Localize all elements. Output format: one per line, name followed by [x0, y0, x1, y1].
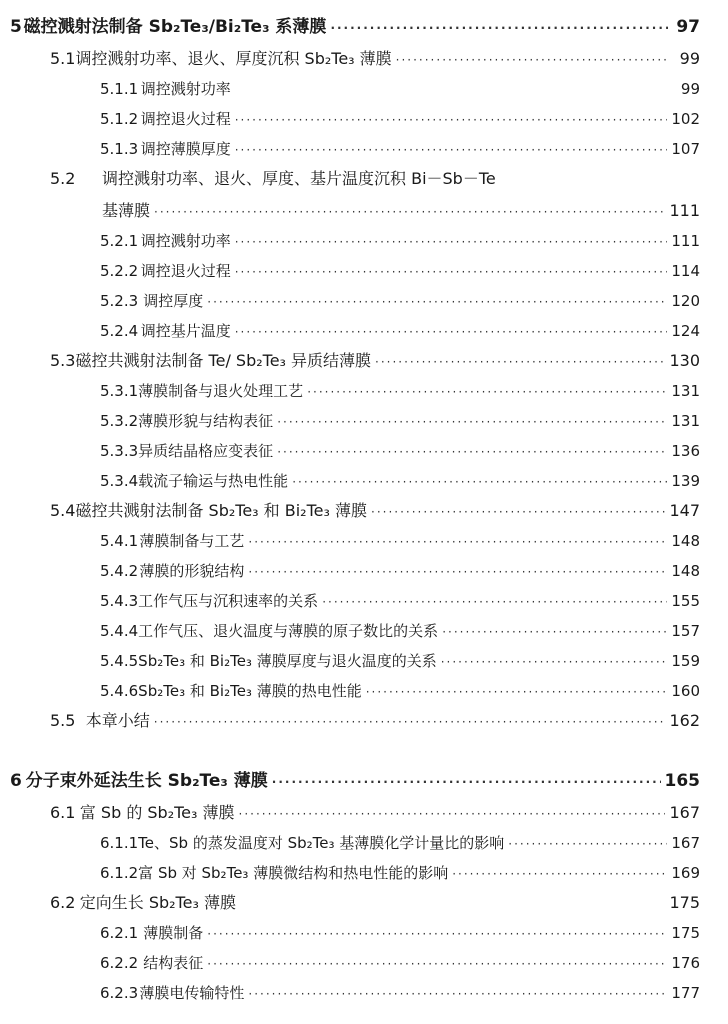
entry-number: 5.4: [50, 501, 76, 520]
dot-leader: [277, 439, 667, 465]
entry-number: 5.4.4: [100, 622, 139, 640]
dot-leader: [441, 649, 668, 675]
dot-leader: [330, 15, 668, 41]
entry-page: 147: [669, 501, 700, 520]
dot-leader: [154, 199, 665, 225]
entry-page: 111: [669, 201, 700, 220]
toc-entry-5-3-1[interactable]: [100, 378, 700, 404]
toc-entry-6-2-2[interactable]: [100, 950, 700, 976]
entry-number: 5.4.5: [100, 652, 139, 670]
dot-leader: [154, 709, 666, 735]
toc-entry-5-4[interactable]: [50, 498, 700, 524]
entry-page: 120: [671, 292, 700, 310]
toc-entry-5-2-2[interactable]: [100, 258, 700, 284]
dot-leader: [248, 981, 667, 1007]
toc-entry-5-2-1[interactable]: [100, 228, 700, 254]
entry-number: 5.5: [50, 711, 76, 730]
toc-entry-chapter-6[interactable]: [10, 768, 700, 794]
entry-page: 99: [679, 49, 700, 68]
dot-leader: [375, 349, 665, 375]
entry-page: 136: [671, 442, 700, 460]
toc-entry-5-2-4[interactable]: [100, 318, 700, 344]
toc-entry-5-4-4[interactable]: [100, 618, 700, 644]
entry-title: 载流子输运与热电性能: [138, 472, 289, 490]
entry-page: 167: [671, 834, 700, 852]
toc-entry-5-4-1[interactable]: [100, 528, 700, 554]
toc-entry-5-1-1[interactable]: [100, 76, 700, 102]
toc-entry-6-1[interactable]: [50, 800, 700, 826]
entry-page: 175: [669, 893, 700, 912]
dot-leader: [366, 679, 668, 705]
toc-entry-5-3-4[interactable]: [100, 468, 700, 494]
entry-number: 5.3.1: [100, 382, 139, 400]
entry-number: 5.2.1: [100, 232, 139, 250]
entry-number: 5.4.6: [100, 682, 139, 700]
entry-title: 调控溅射功率、退火、厚度、基片温度沉积 Bi－Sb－Te: [102, 169, 496, 188]
entry-title: 薄膜的形貌结构: [139, 562, 245, 580]
entry-page: 177: [671, 984, 700, 1002]
entry-page: 159: [671, 652, 700, 670]
toc-entry-5-4-2[interactable]: [100, 558, 700, 584]
entry-number: 5.1.2: [100, 110, 139, 128]
entry-title: 本章小结: [85, 711, 150, 730]
dot-leader: [322, 589, 667, 615]
entry-title: 磁控溅射法制备 Sb₂Te₃/Bi₂Te₃ 系薄膜: [23, 17, 327, 37]
entry-title: 调控溅射功率: [140, 232, 231, 250]
toc-entry-5-2[interactable]: [50, 166, 700, 192]
entry-number: 5.2.3: [100, 292, 139, 310]
toc-entry-5-1[interactable]: [50, 46, 700, 72]
entry-number: 5.4.1: [100, 532, 139, 550]
dot-leader: [396, 47, 668, 73]
dot-leader: [442, 619, 667, 645]
entry-number: 5.2: [50, 169, 76, 188]
entry-page: 165: [664, 771, 700, 791]
dot-leader: [371, 499, 665, 525]
entry-page: 111: [671, 232, 700, 250]
entry-title: 调控厚度: [143, 292, 204, 310]
toc-entry-5-3[interactable]: [50, 348, 700, 374]
entry-title: 工作气压、退火温度与薄膜的原子数比的关系: [138, 622, 439, 640]
entry-title: 薄膜制备与退火处理工艺: [138, 382, 304, 400]
dot-leader: [239, 801, 666, 827]
toc-entry-5-1-2[interactable]: [100, 106, 700, 132]
entry-title: 调控退火过程: [140, 110, 231, 128]
dot-leader: [235, 319, 668, 345]
entry-page: 160: [671, 682, 700, 700]
toc-entry-5-2-3[interactable]: [100, 288, 700, 314]
entry-page: 124: [671, 322, 700, 340]
entry-page: 148: [671, 532, 700, 550]
entry-number: 5.4.2: [100, 562, 139, 580]
toc-entry-5-4-5[interactable]: [100, 648, 700, 674]
dot-leader: [248, 559, 667, 585]
toc-entry-6-2-1[interactable]: [100, 920, 700, 946]
entry-title: 磁控共溅射法制备 Sb₂Te₃ 和 Bi₂Te₃ 薄膜: [75, 501, 367, 520]
entry-page: 139: [671, 472, 700, 490]
entry-number: 5.4.3: [100, 592, 139, 610]
entry-title: 工作气压与沉积速率的关系: [138, 592, 319, 610]
entry-page: 155: [671, 592, 700, 610]
dot-leader: [207, 951, 667, 977]
entry-title: Sb₂Te₃ 和 Bi₂Te₃ 薄膜厚度与退火温度的关系: [138, 652, 437, 670]
toc-entry-5-3-3[interactable]: [100, 438, 700, 464]
entry-page: 114: [671, 262, 700, 280]
entry-number: 5.3: [50, 351, 76, 370]
entry-number: 5.1.1: [100, 80, 139, 98]
toc-entry-6-1-1[interactable]: [100, 830, 700, 856]
entry-title: 调控基片温度: [140, 322, 231, 340]
entry-title: 调控溅射功率: [140, 80, 231, 98]
dot-leader: [508, 831, 667, 857]
entry-number: 5.3.4: [100, 472, 139, 490]
entry-page: 157: [671, 622, 700, 640]
entry-title: 富 Sb 对 Sb₂Te₃ 薄膜微结构和热电性能的影响: [138, 864, 449, 882]
entry-page: 148: [671, 562, 700, 580]
dot-leader: [307, 379, 667, 405]
entry-title: Te、Sb 的蒸发温度对 Sb₂Te₃ 基薄膜化学计量比的影响: [138, 834, 505, 852]
dot-leader: [235, 259, 668, 285]
dot-leader: [277, 409, 667, 435]
entry-page: 99: [680, 80, 700, 98]
dot-leader: [207, 921, 667, 947]
toc-entry-5-5[interactable]: [50, 708, 700, 734]
toc-entry-5-1-3[interactable]: [100, 136, 700, 162]
entry-number: 6.1: [50, 803, 76, 822]
entry-title: 富 Sb 的 Sb₂Te₃ 薄膜: [79, 803, 235, 822]
entry-title: 分子束外延法生长 Sb₂Te₃ 薄膜: [25, 771, 268, 791]
toc-entry-5-3-2[interactable]: [100, 408, 700, 434]
entry-title: 结构表征: [143, 954, 204, 972]
entry-number: 6.1.1: [100, 834, 139, 852]
entry-page: 176: [671, 954, 700, 972]
toc-entry-5-4-3[interactable]: [100, 588, 700, 614]
entry-number: 6.2.3: [100, 984, 139, 1002]
entry-number: 5.3.2: [100, 412, 139, 430]
entry-title: 异质结晶格应变表征: [138, 442, 274, 460]
dot-leader: [235, 229, 668, 255]
entry-page: 131: [671, 412, 700, 430]
entry-number: 6.2: [50, 893, 76, 912]
toc-entry-chapter-5[interactable]: [10, 14, 700, 40]
entry-page: 162: [669, 711, 700, 730]
entry-number: 6.1.2: [100, 864, 139, 882]
entry-number: 5.2.4: [100, 322, 139, 340]
entry-number: 5.2.2: [100, 262, 139, 280]
entry-page: 131: [671, 382, 700, 400]
entry-number: 5.1: [50, 49, 76, 68]
dot-leader: [292, 469, 667, 495]
entry-number: 6.2.1: [100, 924, 139, 942]
dot-leader: [235, 137, 668, 163]
entry-title: Sb₂Te₃ 和 Bi₂Te₃ 薄膜的热电性能: [138, 682, 362, 700]
entry-title: 薄膜制备: [143, 924, 204, 942]
dot-leader: [235, 107, 668, 133]
dot-leader: [248, 529, 667, 555]
entry-title: 薄膜形貌与结构表征: [138, 412, 274, 430]
entry-number: 6.2.2: [100, 954, 139, 972]
toc-entry-5-4-6[interactable]: [100, 678, 700, 704]
entry-title: 调控薄膜厚度: [140, 140, 231, 158]
entry-number: 5.3.3: [100, 442, 139, 460]
entry-title: 调控溅射功率、退火、厚度沉积 Sb₂Te₃ 薄膜: [75, 49, 392, 68]
toc-entry-6-1-2[interactable]: [100, 860, 700, 886]
entry-title: 磁控共溅射法制备 Te/ Sb₂Te₃ 异质结薄膜: [75, 351, 372, 370]
entry-page: 107: [671, 140, 700, 158]
entry-page: 102: [671, 110, 700, 128]
entry-title: 基薄膜: [102, 201, 151, 220]
dot-leader: [207, 289, 667, 315]
entry-number: 5.1.3: [100, 140, 139, 158]
entry-title: 薄膜电传输特性: [139, 984, 245, 1002]
entry-number: 5: [10, 17, 22, 37]
entry-page: 167: [669, 803, 700, 822]
toc-entry-6-2[interactable]: [50, 890, 700, 916]
dot-leader: [272, 769, 661, 795]
entry-title: 薄膜制备与工艺: [139, 532, 245, 550]
entry-page: 175: [671, 924, 700, 942]
entry-number: 6: [10, 771, 22, 791]
entry-page: 97: [676, 17, 700, 37]
toc-entry-5-2-continued[interactable]: [102, 198, 700, 224]
toc-entry-6-2-3[interactable]: [100, 980, 700, 1006]
entry-page: 130: [669, 351, 700, 370]
entry-title: 调控退火过程: [140, 262, 231, 280]
entry-page: 169: [671, 864, 700, 882]
dot-leader: [452, 861, 667, 887]
entry-title: 定向生长 Sb₂Te₃ 薄膜: [79, 893, 236, 912]
